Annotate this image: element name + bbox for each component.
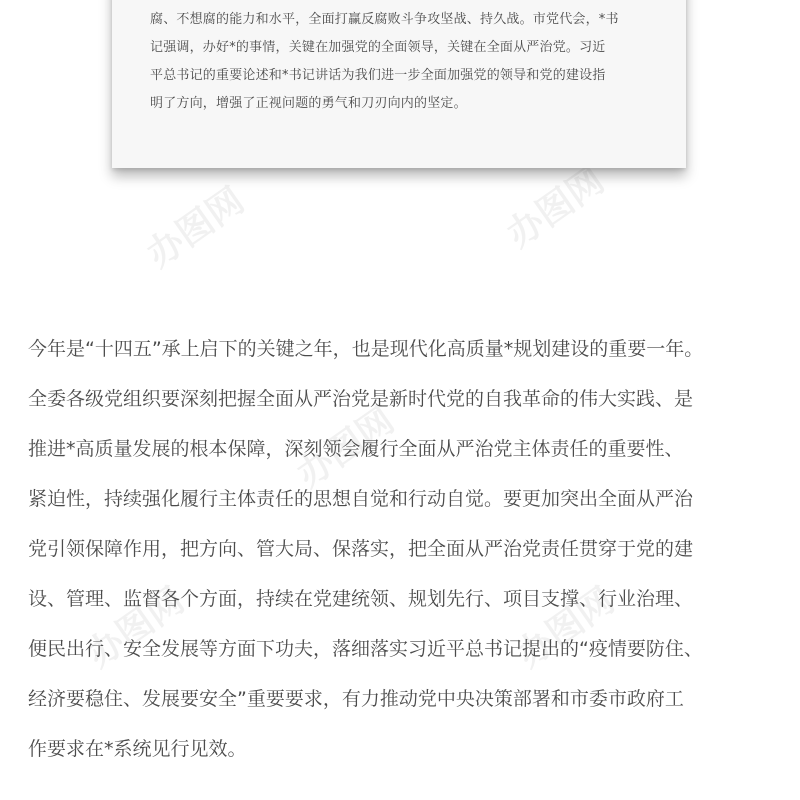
quote-line: 平总书记的重要论述和*书记讲话为我们进一步全面加强党的领导和党的建设指: [150, 68, 606, 83]
quote-line: 腐、不想腐的能力和水平，全面打赢反腐败斗争攻坚战、持久战。市党代会，*书: [150, 12, 619, 27]
body-line: 便民出行、安全发展等方面下功夫，落细落实习近平总书记提出的“疫情要防住、: [28, 638, 703, 660]
watermark: 办图网: [79, 580, 192, 676]
body-line: 紧迫性，持续强化履行主体责任的思想自觉和行动自觉。要更加突出全面从严治: [28, 488, 694, 510]
watermark: 办图网: [139, 180, 252, 276]
body-line: 今年是“十四五”承上启下的关键之年，也是现代化高质量*规划建设的重要一年。: [28, 338, 704, 360]
body-line: 党引领保障作用，把方向、管大局、保落实，把全面从严治党责任贯穿于党的建: [28, 538, 694, 560]
body-line: 设、管理、监督各个方面，持续在党建统领、规划先行、项目支撑、行业治理、: [28, 588, 694, 610]
body-line: 作要求在*系统见行见效。: [28, 738, 247, 760]
watermark: 办图网: [499, 160, 612, 256]
quote-card: [112, 0, 686, 168]
quote-line: 记强调，办好*的事情，关键在加强党的全面领导，关键在全面从严治党。习近: [150, 40, 606, 55]
body-line: 全委各级党组织要深刻把握全面从严治党是新时代党的自我革命的伟大实践、是: [28, 388, 694, 410]
body-line: 经济要稳住、发展要安全”重要要求，有力推动党中央决策部署和市委市政府工: [28, 688, 684, 710]
body-line: 推进*高质量发展的根本保障，深刻领会履行全面从严治党主体责任的重要性、: [28, 438, 684, 460]
quote-line: 明了方向，增强了正视问题的勇气和刀刃向内的坚定。: [150, 96, 467, 111]
watermark: 办图网: [509, 580, 622, 676]
body-paragraph: [28, 328, 788, 778]
watermark: 办图网: [289, 400, 402, 496]
